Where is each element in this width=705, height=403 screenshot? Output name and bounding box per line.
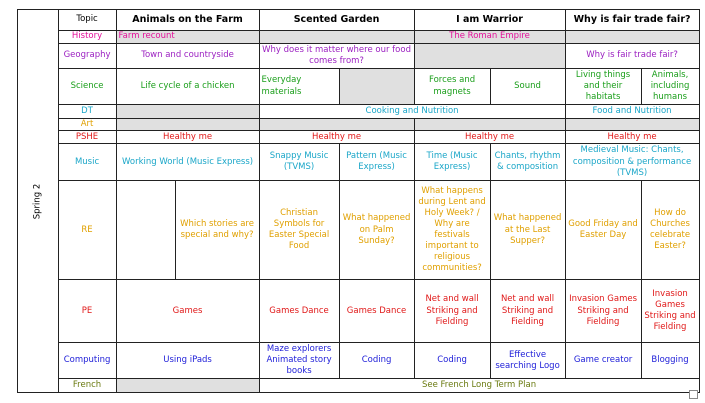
computing-fair-cell-1: Game creator: [565, 343, 641, 379]
re-garden-cell-2: What happened on Palm Sunday?: [339, 181, 414, 280]
topic-scented-garden: Scented Garden: [259, 10, 414, 31]
computing-garden-cell-1: Maze explorers Animated story books: [259, 343, 339, 379]
computing-warrior-cell-2: Effective searching Logo: [490, 343, 565, 379]
dt-fair-cell: Food and Nutrition: [565, 105, 699, 119]
music-fair-cell: Medieval Music: Chants, composition & performance (TVMS): [565, 144, 699, 181]
topic-fair-trade: Why is fair trade fair?: [565, 10, 699, 31]
re-warrior-cell-1: What happens during Lent and Holy Week? / Why are festivals important to religious communities?: [414, 181, 490, 280]
music-warrior-cell-1: Time (Music Express): [414, 144, 490, 181]
art-fair-cell: [565, 119, 699, 131]
pe-warrior-cell-1: Net and wall Striking and Fielding: [414, 280, 490, 343]
pe-label: PE: [58, 280, 116, 343]
geography-garden-cell: Why does it matter where our food comes from?: [259, 44, 414, 69]
art-warrior-cell: [414, 119, 565, 131]
geography-warrior-cell: [414, 44, 565, 69]
art-label: Art: [58, 119, 116, 131]
geography-row: [18, 44, 700, 69]
geography-fair-cell: Why is fair trade fair?: [565, 44, 699, 69]
computing-row: [18, 343, 700, 379]
re-farm-empty-cell: [116, 181, 175, 280]
computing-label: Computing: [58, 343, 116, 379]
french-plan-cell: See French Long Term Plan: [259, 379, 699, 393]
art-garden-cell: [259, 119, 414, 131]
topic-label: Topic: [58, 10, 116, 31]
pshe-warrior-cell: Healthy me: [414, 131, 565, 144]
science-fair-cell-1: Living things and their habitats: [565, 69, 641, 105]
table-resize-handle[interactable]: [689, 390, 698, 399]
computing-fair-cell-2: Blogging: [641, 343, 699, 379]
computing-garden-cell-2: Coding: [339, 343, 414, 379]
pshe-fair-cell: Healthy me: [565, 131, 699, 144]
pshe-row: [18, 131, 700, 144]
re-fair-cell-1: Good Friday and Easter Day: [565, 181, 641, 280]
re-farm-cell: Which stories are special and why?: [175, 181, 259, 280]
dt-label: DT: [58, 105, 116, 119]
pe-garden-cell-2: Games Dance: [339, 280, 414, 343]
dt-garden-cell: Cooking and Nutrition: [259, 105, 565, 119]
dt-farm-cell: [116, 105, 259, 119]
topic-animals-on-the-farm: Animals on the Farm: [116, 10, 259, 31]
history-row: [18, 31, 700, 44]
history-fair-cell: [565, 31, 699, 44]
pe-row: [18, 280, 700, 343]
history-farm-cell: Farm recount: [116, 31, 259, 44]
french-row: [18, 379, 700, 393]
header-row: [18, 10, 700, 31]
pshe-garden-cell: Healthy me: [259, 131, 414, 144]
history-warrior-cell: The Roman Empire: [414, 31, 565, 44]
science-fair-cell-2: Animals, including humans: [641, 69, 699, 105]
art-row: [18, 119, 700, 131]
music-garden-cell-2: Pattern (Music Express): [339, 144, 414, 181]
computing-farm-cell: Using iPads: [116, 343, 259, 379]
pe-warrior-cell-2: Net and wall Striking and Fielding: [490, 280, 565, 343]
art-farm-cell: [116, 119, 259, 131]
topic-i-am-warrior: I am Warrior: [414, 10, 565, 31]
curriculum-table: [17, 9, 700, 393]
term-side-label: Spring 2: [18, 10, 59, 393]
science-garden-empty-cell: [339, 69, 414, 105]
geography-farm-cell: Town and countryside: [116, 44, 259, 69]
science-garden-cell: Everyday materials: [259, 69, 339, 105]
french-label: French: [58, 379, 116, 393]
pe-fair-cell-1: Invasion Games Striking and Fielding: [565, 280, 641, 343]
history-label: History: [58, 31, 116, 44]
pe-fair-cell-2: Invasion Games Striking and Fielding: [641, 280, 699, 343]
computing-warrior-cell-1: Coding: [414, 343, 490, 379]
science-farm-cell: Life cycle of a chicken: [116, 69, 259, 105]
pshe-farm-cell: Healthy me: [116, 131, 259, 144]
re-garden-cell-1: Christian Symbols for Easter Special Food: [259, 181, 339, 280]
science-row: [18, 69, 700, 105]
re-warrior-cell-2: What happened at the Last Supper?: [490, 181, 565, 280]
pe-garden-cell-1: Games Dance: [259, 280, 339, 343]
re-fair-cell-2: How do Churches celebrate Easter?: [641, 181, 699, 280]
history-garden-cell: [259, 31, 414, 44]
re-label: RE: [58, 181, 116, 280]
music-label: Music: [58, 144, 116, 181]
music-farm-cell: Working World (Music Express): [116, 144, 259, 181]
dt-row: [18, 105, 700, 119]
music-garden-cell-1: Snappy Music (TVMS): [259, 144, 339, 181]
music-warrior-cell-2: Chants, rhythm & composition: [490, 144, 565, 181]
french-farm-cell: [116, 379, 259, 393]
science-label: Science: [58, 69, 116, 105]
pe-farm-cell: Games: [116, 280, 259, 343]
geography-label: Geography: [58, 44, 116, 69]
re-row: [18, 181, 700, 280]
science-warrior-cell-1: Forces and magnets: [414, 69, 490, 105]
music-row: [18, 144, 700, 181]
science-warrior-cell-2: Sound: [490, 69, 565, 105]
pshe-label: PSHE: [58, 131, 116, 144]
